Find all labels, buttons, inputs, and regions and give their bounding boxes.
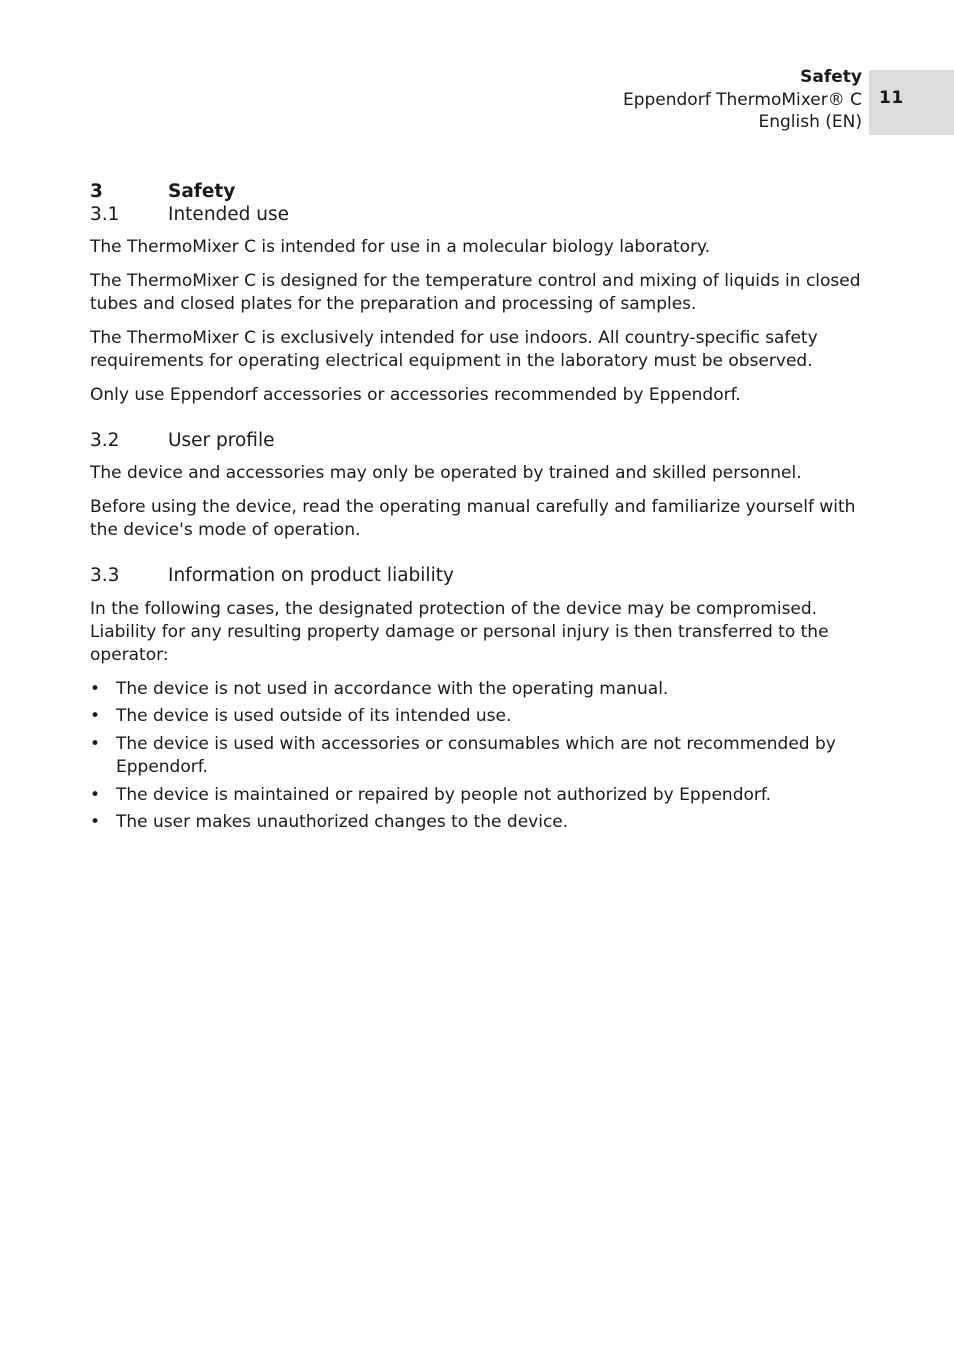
- paragraph: The ThermoMixer C is designed for the temperature control and mixing of liquids in closed tubes and closed plates for the preparation and processing of samples.: [90, 271, 861, 314]
- page-number: 11: [879, 88, 904, 108]
- paragraph: Only use Eppendorf accessories or accessories recommended by Eppendorf.: [90, 385, 741, 405]
- bullet-marker: •: [90, 734, 101, 754]
- page-content: [90, 180, 870, 834]
- paragraph: Before using the device, read the operating manual carefully and familiarize yourself with the device's mode of operation.: [90, 497, 856, 540]
- list-item: [90, 784, 870, 807]
- list-item-text: The user makes unauthorized changes to the device.: [116, 812, 569, 832]
- bullet-marker: •: [90, 706, 101, 726]
- bullet-marker: •: [90, 679, 101, 699]
- list-item-text: The device is maintained or repaired by people not authorized by Eppendorf.: [116, 785, 772, 805]
- section-heading-product-liability: [90, 564, 870, 587]
- header-language: English (EN): [758, 112, 862, 132]
- list-item: [90, 705, 870, 728]
- list-item: [90, 678, 870, 701]
- paragraph: The device and accessories may only be operated by trained and skilled personnel.: [90, 463, 802, 483]
- liability-cases-list: [90, 678, 870, 834]
- section-title: User profile: [168, 430, 275, 451]
- list-item-text: The device is used with accessories or consumables which are not recommended by Eppendorf.: [116, 734, 836, 777]
- section-number: 3.3: [90, 565, 120, 586]
- page-number-tab: [869, 70, 954, 135]
- section-number: 3.1: [90, 204, 120, 225]
- section-title: Information on product liability: [168, 565, 454, 586]
- running-header: [623, 66, 862, 134]
- header-title: Safety: [800, 67, 862, 87]
- paragraph: The ThermoMixer C is exclusively intended for use indoors. All country-specific safety requirements for operating electrical equipment in the laboratory must be observed.: [90, 328, 818, 371]
- paragraph: In the following cases, the designated protection of the device may be compromised. Liability for any resulting property damage or personal injury is then transferred to the operator:: [90, 599, 829, 665]
- section-title: Intended use: [168, 204, 290, 225]
- section-number: 3.2: [90, 430, 120, 451]
- section-heading-user-profile: [90, 429, 870, 452]
- list-item-text: The device is not used in accordance with the operating manual.: [116, 679, 669, 699]
- list-item-text: The device is used outside of its intended use.: [116, 706, 512, 726]
- list-item: [90, 811, 870, 834]
- section-heading-intended-use: [90, 203, 870, 226]
- chapter-title: Safety: [168, 181, 236, 202]
- paragraph: The ThermoMixer C is intended for use in a molecular biology laboratory.: [90, 237, 711, 257]
- header-product: Eppendorf ThermoMixer® C: [622, 89, 862, 110]
- chapter-heading: [90, 180, 870, 203]
- chapter-number: 3: [90, 181, 103, 202]
- list-item: [90, 733, 870, 779]
- bullet-marker: •: [90, 785, 101, 805]
- bullet-marker: •: [90, 812, 101, 832]
